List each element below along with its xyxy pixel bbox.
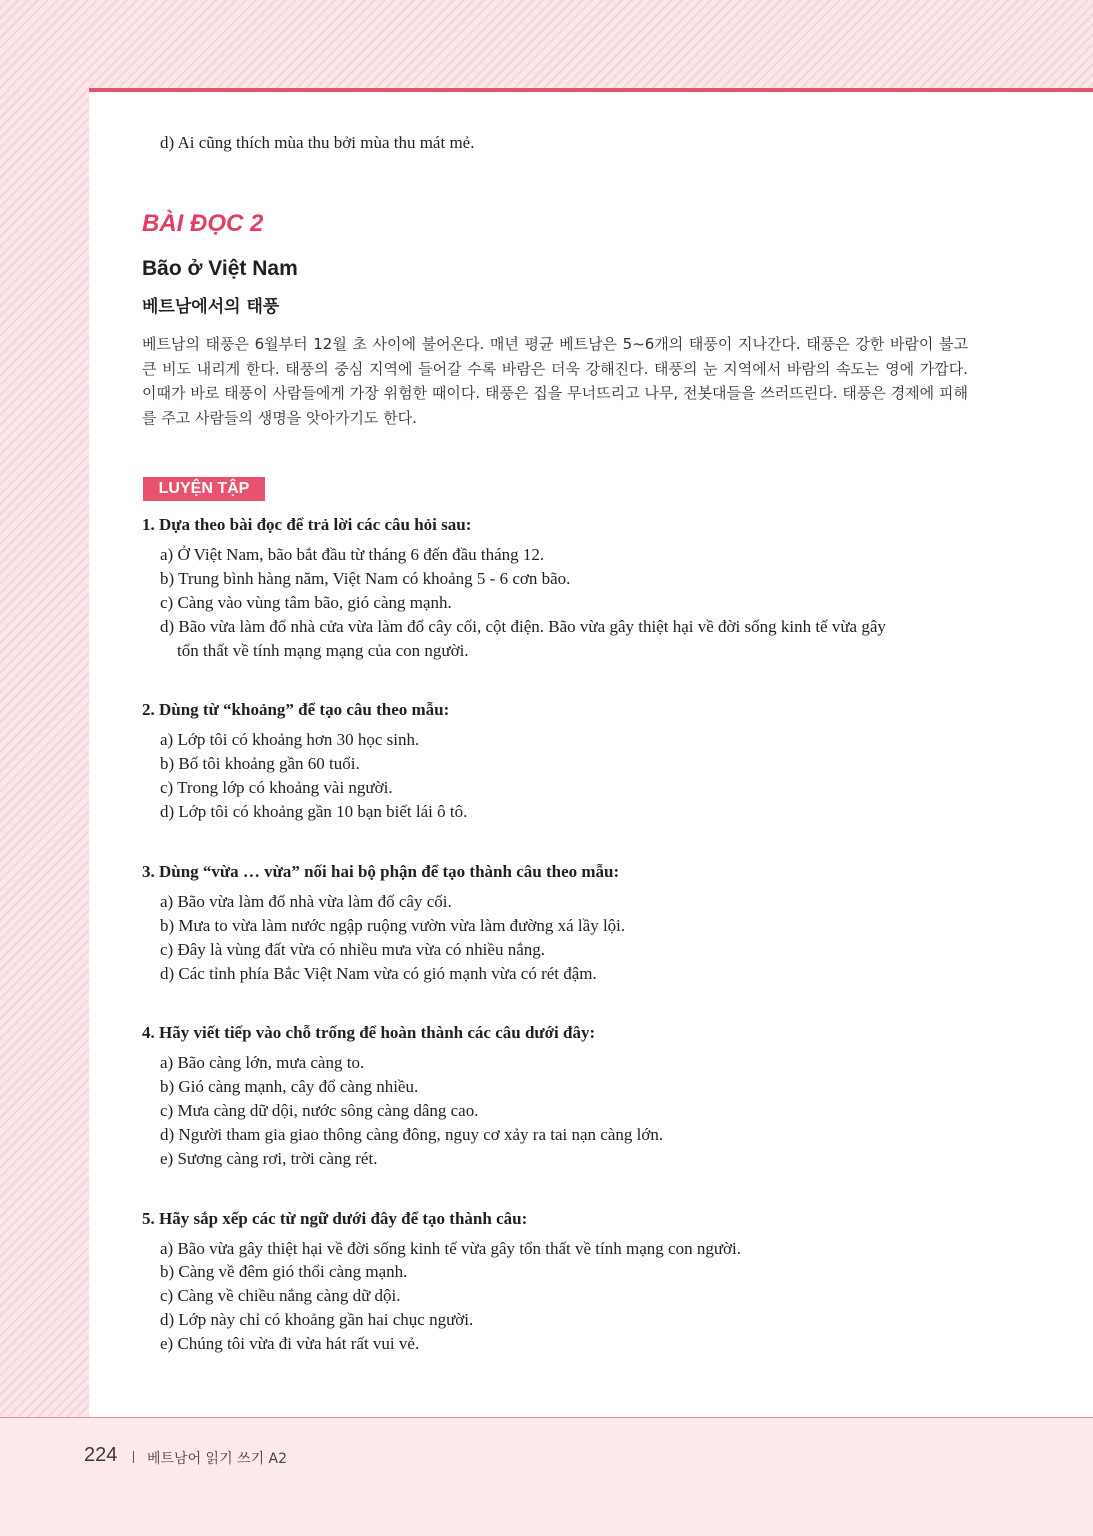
answer-line: a) Bão càng lớn, mưa càng to. bbox=[160, 1053, 365, 1072]
answer-line: e) Chúng tôi vừa đi vừa hát rất vui vẻ. bbox=[160, 1334, 420, 1353]
answer-line: d) Lớp này chỉ có khoảng gần hai chục người. bbox=[160, 1310, 474, 1329]
footer-rule bbox=[0, 1417, 1093, 1418]
answer-line: a) Bão vừa gây thiệt hại về đời sống kinh tế vừa gây tổn thất về tính mạng con người. bbox=[160, 1239, 741, 1258]
top-decorative-band bbox=[0, 0, 1093, 90]
answer-line: c) Mưa càng dữ dội, nước sông càng dâng cao. bbox=[160, 1101, 479, 1120]
intro-line: d) Ai cũng thích mùa thu bởi mùa thu mát mẻ. bbox=[160, 133, 475, 152]
question-4-title: 4. Hãy viết tiếp vào chỗ trống để hoàn thành các câu dưới đây: bbox=[142, 1023, 596, 1042]
answer-line: d) Lớp tôi có khoảng gần 10 bạn biết lái ô tô. bbox=[160, 802, 468, 821]
answer-line: a) Ở Việt Nam, bão bắt đầu từ tháng 6 đến đầu tháng 12. bbox=[160, 545, 545, 564]
book-title: 베트남어 읽기 쓰기 A2 bbox=[147, 1451, 288, 1467]
story-subtitle: 베트남에서의 태풍 bbox=[142, 297, 280, 317]
answer-line: c) Càng về chiều nắng càng dữ dội. bbox=[160, 1286, 401, 1305]
question-1-title: 1. Dựa theo bài đọc để trả lời các câu hỏi sau: bbox=[142, 515, 472, 534]
footer-background bbox=[0, 1418, 1093, 1536]
answer-line: e) Sương càng rơi, trời càng rét. bbox=[160, 1149, 378, 1168]
question-5-title: 5. Hãy sắp xếp các từ ngữ dưới đây để tạo thành câu: bbox=[142, 1209, 528, 1228]
answer-line: b) Mưa to vừa làm nước ngập ruộng vườn vừa làm đường xá lầy lội. bbox=[160, 916, 626, 935]
story-title: Bão ở Việt Nam bbox=[142, 257, 298, 280]
footer-separator bbox=[133, 1451, 134, 1463]
answer-line: a) Bão vừa làm đổ nhà vừa làm đổ cây cối. bbox=[160, 892, 452, 911]
answer-line: b) Càng về đêm gió thổi càng mạnh. bbox=[160, 1262, 408, 1281]
answer-line: a) Lớp tôi có khoảng hơn 30 học sinh. bbox=[160, 730, 420, 749]
answer-line: c) Càng vào vùng tâm bão, gió càng mạnh. bbox=[160, 593, 452, 612]
answer-line: b) Bố tôi khoảng gần 60 tuổi. bbox=[160, 754, 360, 773]
practice-badge: LUYỆN TẬP bbox=[143, 477, 265, 501]
answer-line-continued: tổn thất về tính mạng mạng của con người. bbox=[177, 641, 469, 660]
answer-line: d) Bão vừa làm đổ nhà cửa vừa làm đổ cây cối, cột điện. Bão vừa gây thiệt hại về đời sống kinh tế vừa gây bbox=[160, 617, 886, 636]
question-2-title: 2. Dùng từ “khoảng” để tạo câu theo mẫu: bbox=[142, 700, 450, 719]
answer-line: d) Các tỉnh phía Bắc Việt Nam vừa có gió mạnh vừa có rét đậm. bbox=[160, 964, 597, 983]
page-number: 224 bbox=[84, 1444, 118, 1466]
answer-line: c) Trong lớp có khoảng vài người. bbox=[160, 778, 393, 797]
reading-label: BÀI ĐỌC 2 bbox=[142, 210, 264, 237]
reading-paragraph: 베트남의 태풍은 6월부터 12월 초 사이에 불어온다. 매년 평균 베트남은 5~6개의 태풍이 지나간다. 태풍은 강한 바람이 불고 큰 비도 내리게 한다. 태풍의 중심 지역에 들어갈 수록 바람은 더욱 강해진다. 태풍의 눈 지역에서 바람의 속도는 영에 가깝다. 이때가 바로 태풍이 사람들에게 가장 위험한 때이다. 태풍은 집을 무너뜨리고 나무, 전봇대들을 쓰러뜨린다. 태풍은 경제에 피해를 주고 사람들의 생명을 앗아가기도 한다. bbox=[142, 335, 968, 427]
answer-line: d) Người tham gia giao thông càng đông, nguy cơ xảy ra tai nạn càng lớn. bbox=[160, 1125, 664, 1144]
answer-line: c) Đây là vùng đất vừa có nhiều mưa vừa có nhiều nắng. bbox=[160, 940, 545, 959]
answer-line: b) Trung bình hàng năm, Việt Nam có khoảng 5 - 6 cơn bão. bbox=[160, 569, 571, 588]
question-3-title: 3. Dùng “vừa … vừa” nối hai bộ phận để tạo thành câu theo mẫu: bbox=[142, 862, 620, 881]
left-decorative-band bbox=[0, 90, 89, 1418]
header-rule bbox=[89, 88, 1093, 92]
answer-line: b) Gió càng mạnh, cây đổ càng nhiều. bbox=[160, 1077, 419, 1096]
